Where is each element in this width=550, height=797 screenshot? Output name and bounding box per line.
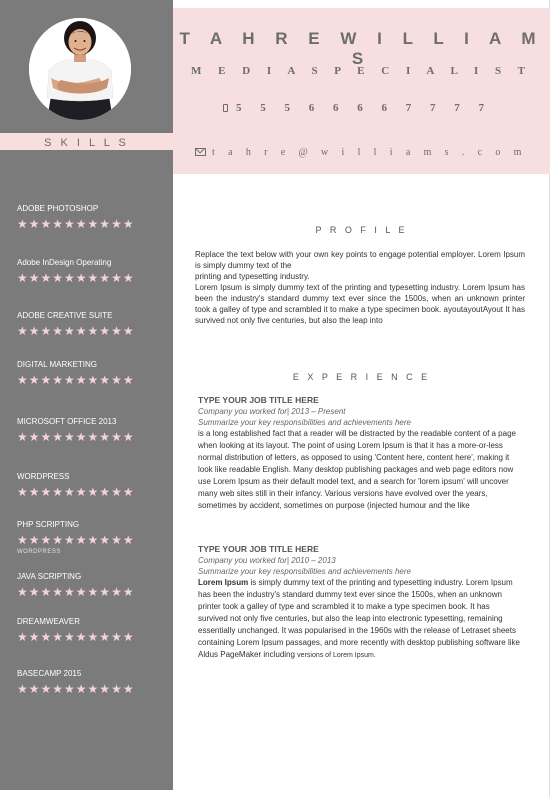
- skill-item: [17, 258, 167, 284]
- job-summary: Summarize your key responsibilities and achievements here: [198, 418, 411, 427]
- skill-rating-stars: ★★★★★★★★★★: [17, 430, 135, 444]
- job-title: TYPE YOUR JOB TITLE HERE: [198, 544, 319, 554]
- skill-rating-stars: ★★★★★★★★★★: [17, 682, 135, 696]
- skill-rating-stars: ★★★★★★★★★★: [17, 373, 135, 387]
- job-company: Company you worked for| 2010 – 2013: [198, 556, 336, 565]
- skill-name: DIGITAL MARKETING: [17, 360, 98, 369]
- job-title: TYPE YOUR JOB TITLE HERE: [198, 395, 319, 405]
- job-description: is a long established fact that a reader will be distracted by the readable content of a page when looking at its layout. The point of using Lorem Ipsum is that it has a more-or-less normal distribution of letters, as opposed to using 'Content here, content here', making it look like readable English. Many desktop publishing packages and web page editors now use Lorem Ipsum as their default model text, and a search for 'lorem ipsum' will uncover many web sites still in their infancy. Various versions have evolved over the years, sometimes by accident, sometimes on purpose (injected humour and the like: [198, 429, 516, 510]
- profile-paragraph: Lorem Ipsum is simply dummy text of the printing and typesetting industry. Lorem Ipsum has been the industry's standard dummy text ever since the 1500s, when an unknown printer took a galley of type and scrambled it to make a type specimen book. ayoutayoutAyout It has survived not only five centuries, but also the leap into: [195, 283, 525, 325]
- envelope-icon: [195, 148, 206, 156]
- skill-item: [17, 417, 167, 443]
- job-company: Company you worked for| 2013 – Present: [198, 407, 346, 416]
- job-description: [198, 577, 520, 662]
- skill-item: [17, 572, 167, 598]
- candidate-title: M E D I A S P E C I A L I S T: [191, 65, 532, 77]
- experience-heading: E X P E R I E N C E: [292, 372, 431, 382]
- job-description-small: versions of Lorem Ipsum.: [297, 652, 376, 659]
- phone-number: 5 5 5 6 6 6 6 7 7 7 7: [236, 102, 492, 114]
- skill-item: [17, 520, 167, 546]
- job-entry: [198, 394, 520, 512]
- skill-item: [17, 204, 167, 230]
- skill-rating-stars: ★★★★★★★★★★: [17, 533, 135, 547]
- profile-text: [195, 249, 525, 326]
- skill-name: ADOBE CREATIVE SUITE: [17, 311, 113, 320]
- skill-rating-stars: ★★★★★★★★★★: [17, 324, 135, 338]
- skill-name: Adobe InDesign Operating: [17, 258, 112, 267]
- skill-item: [17, 311, 167, 337]
- job-summary: Summarize your key responsibilities and achievements here: [198, 567, 411, 576]
- skill-rating-stars: ★★★★★★★★★★: [17, 271, 135, 285]
- skill-item: [17, 617, 167, 643]
- skill-name: BASECAMP 2015: [17, 669, 82, 678]
- overlapping-skill-text: WORDPRESS: [17, 549, 61, 555]
- sidebar: [0, 0, 173, 790]
- skill-name: ADOBE PHOTOSHOP: [17, 204, 99, 213]
- skills-heading: S K I L L S: [44, 137, 129, 149]
- phone-icon: [223, 104, 228, 112]
- header-banner: [173, 8, 550, 174]
- skill-rating-stars: ★★★★★★★★★★: [17, 217, 135, 231]
- job-description-bold: Lorem Ipsum: [198, 578, 249, 587]
- skill-item: [17, 669, 167, 695]
- profile-heading: P R O F I L E: [315, 225, 408, 235]
- email-line: [195, 147, 527, 158]
- skill-name: WORDPRESS: [17, 472, 70, 481]
- candidate-name: T A H R E W I L L I A M S: [179, 29, 544, 68]
- skill-rating-stars: ★★★★★★★★★★: [17, 585, 135, 599]
- skill-name: JAVA SCRIPTING: [17, 572, 82, 581]
- skill-rating-stars: ★★★★★★★★★★: [17, 630, 135, 644]
- profile-photo: [29, 18, 131, 120]
- phone-line: [223, 102, 492, 114]
- skill-rating-stars: ★★★★★★★★★★: [17, 485, 135, 499]
- job-entry: [198, 543, 520, 662]
- skills-heading-bar: [0, 133, 173, 150]
- person-photo-icon: [29, 18, 131, 120]
- skill-name: PHP SCRIPTING: [17, 520, 80, 529]
- skill-item: [17, 360, 167, 386]
- profile-paragraph: Replace the text below with your own key points to engage potential employer. Lorem Ipsum is simply dummy text of the: [195, 250, 525, 270]
- profile-paragraph: printing and typesetting industry.: [195, 272, 310, 281]
- job-description-text: is simply dummy text of the printing and typesetting industry. Lorem Ipsum has been the industry's standard dummy text ever since the 1500s, when an unknown printer took a galley of type and scrambled it to make a type specimen book. It has survived not only five centuries, but also the leap into electronic typesetting, remaining essentially unchanged. It was popularised in the 1960s with the release of Letraset sheets containing Lorem Ipsum passages, and more recently with desktop publishing software like Aldus PageMaker including: [198, 578, 520, 659]
- email-address: t a h r e @ w i l l i a m s . c o m: [212, 147, 527, 158]
- skill-name: DREAMWEAVER: [17, 617, 80, 626]
- skill-name: MICROSOFT OFFICE 2013: [17, 417, 117, 426]
- skill-item: [17, 472, 167, 498]
